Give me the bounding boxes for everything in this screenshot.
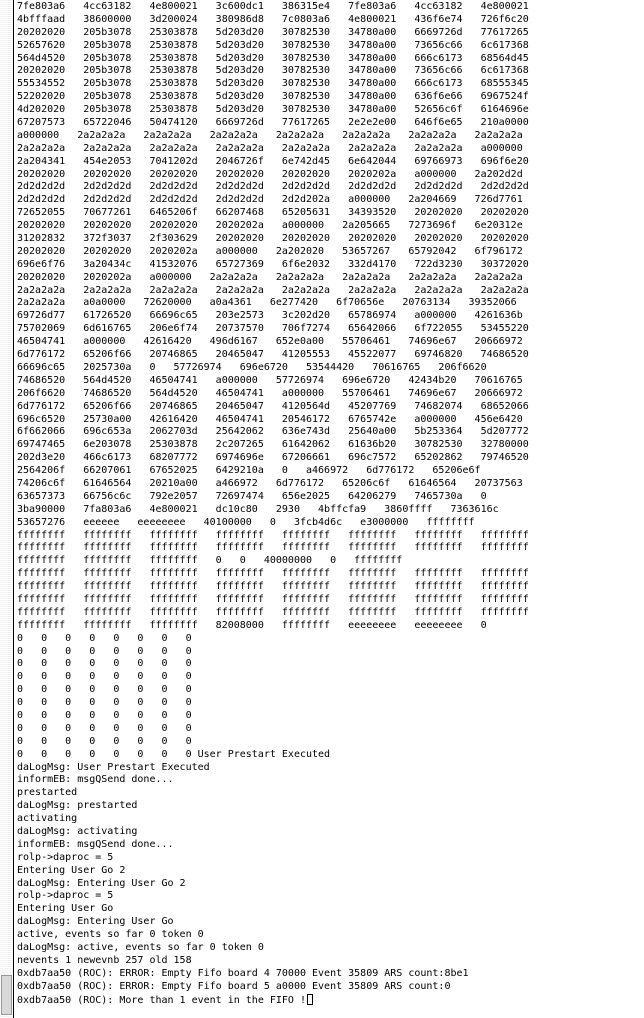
terminal-line-text: rolp->daproc = 5 — [17, 851, 114, 863]
terminal-line-text: 0 0 0 0 0 0 0 0 — [17, 632, 192, 644]
terminal-line-text: 52202020 205b3078 25303878 5d203d20 30782530 34780a00 636f6e66 6967524f — [17, 91, 529, 103]
terminal-line-text: 2d2d2d2d 2d2d2d2d 2d2d2d2d 2d2d2d2d 2d2d2d2d 2d2d2d2d 2d2d2d2d 2d2d2d2d — [17, 181, 529, 193]
terminal-line — [17, 762, 642, 775]
terminal-line-text: 0xdb7aa50 (ROC): ERROR: Empty Fifo board 4 70000 Event 35809 ARS count:8be1 — [17, 967, 469, 979]
terminal-line — [17, 749, 642, 762]
terminal-line-text: 6d776172 65206f66 20746865 20465047 41205553 45522077 69746820 74686520 — [17, 349, 529, 361]
terminal-output — [17, 1, 642, 1017]
terminal-line-text: 0 0 0 0 0 0 0 0 — [17, 684, 192, 696]
terminal-line-text: daLogMsg: prestarted — [17, 800, 138, 812]
terminal-line — [17, 233, 642, 246]
terminal-line-text: 0xdb7aa50 (ROC): More than 1 event in the FIFO ! — [17, 994, 306, 1006]
terminal-line-text: 63657373 66756c6c 792e2057 72697474 656e2025 64206279 7465730a 0 — [17, 490, 487, 502]
terminal-line — [17, 929, 642, 942]
terminal-line — [17, 955, 642, 968]
terminal-line-text: active, events so far 0 token 0 — [17, 929, 204, 941]
terminal-line — [17, 839, 642, 852]
terminal-line — [17, 865, 642, 878]
terminal-line — [17, 426, 642, 439]
terminal-line-text: 3ba90000 7fa803a6 4e800021 dc10c80 2930 4bffcfa9 3860ffff 7363616c — [17, 503, 499, 515]
terminal-line-text: 69747465 6e203078 25303878 2c207265 61642062 61636b20 30782530 32780000 — [17, 439, 529, 451]
terminal-line — [17, 272, 642, 285]
terminal-line-text: daLogMsg: activating — [17, 826, 138, 837]
terminal-line — [17, 207, 642, 220]
terminal-line — [17, 594, 642, 607]
terminal-line — [17, 671, 642, 684]
terminal-line-text: 0 0 0 0 0 0 0 0 — [17, 709, 192, 721]
terminal-line — [17, 40, 642, 53]
terminal-line-text: ffffffff ffffffff ffffffff 0 0 40000000 0 ffffffff — [17, 555, 403, 567]
terminal-line — [17, 517, 642, 530]
terminal-line — [17, 465, 642, 478]
terminal-line — [17, 310, 642, 323]
terminal-line-text: 75702069 6d616765 206e6f74 20737570 706f7274 65642066 6f722055 53455220 — [17, 323, 529, 335]
terminal-line — [17, 14, 642, 27]
terminal-line-text: 2564206f 66207061 67652025 6429210a 0 a466972 6d776172 65206e6f — [17, 465, 481, 477]
terminal-line-text: 55534552 205b3078 25303878 5d203d20 30782530 34780a00 666c6173 68555345 — [17, 78, 529, 90]
terminal-line-text: a000000 2a2a2a2a 2a2a2a2a 2a2a2a2a 2a2a2a2a 2a2a2a2a 2a2a2a2a 2a2a2a2a — [17, 129, 523, 141]
terminal-line-text: 0 0 0 0 0 0 0 0 — [17, 658, 192, 670]
terminal-line-text: 67207573 65722046 50474120 6669726d 77617265 2e2e2e00 646f6e65 210a0000 — [17, 117, 529, 129]
terminal-line-text: rolp->daproc = 5 — [17, 890, 114, 902]
terminal-line-text: 696c6520 25730a00 42616420 46504741 20546172 6765742e a000000 456e6420 — [17, 413, 523, 425]
terminal-line — [17, 774, 642, 787]
terminal-line-text: 6f662066 696c653a 2062703d 25642062 636e743d 25640a00 5b253364 5d207772 — [17, 426, 529, 438]
terminal-line-text: Entering User Go 2 — [17, 864, 126, 876]
terminal-line — [17, 181, 642, 194]
terminal-line — [17, 1, 642, 14]
terminal-line — [17, 800, 642, 813]
terminal-line-text: 20202020 205b3078 25303878 5d203d20 30782530 34780a00 73656c66 6c617368 — [17, 65, 529, 77]
terminal-line — [17, 555, 642, 568]
terminal-line — [17, 504, 642, 517]
terminal-line — [17, 156, 642, 169]
terminal-line-text: daLogMsg: Entering User Go 2 — [17, 877, 186, 889]
terminal-line-text: 0 0 0 0 0 0 0 0 — [17, 735, 192, 747]
terminal-line-text: nevents 1 newevnb 257 old 158 — [17, 954, 192, 966]
terminal-line — [17, 78, 642, 91]
terminal-line-text: 20202020 20202020 2020202a a000000 2a202020 53657267 65792042 6f796172 — [17, 245, 523, 257]
terminal-line — [17, 285, 642, 298]
terminal-line-text: ffffffff ffffffff ffffffff ffffffff ffffffff ffffffff ffffffff ffffffff — [17, 606, 529, 618]
terminal-line-text: 2a2a2a2a 2a2a2a2a 2a2a2a2a 2a2a2a2a 2a2a2a2a 2a2a2a2a 2a2a2a2a 2a2a2a2a — [17, 284, 529, 296]
terminal-line-text: 74686520 564d4520 46504741 a000000 57726974 696e6720 42434b20 70616765 — [17, 374, 523, 386]
terminal-line — [17, 942, 642, 955]
terminal-line — [17, 890, 642, 903]
terminal-line — [17, 27, 642, 40]
terminal-line-text: ffffffff ffffffff ffffffff ffffffff ffffffff ffffffff ffffffff ffffffff — [17, 542, 529, 554]
terminal-line — [17, 903, 642, 916]
terminal-line — [17, 852, 642, 865]
terminal-line-text: 72652055 70677261 6465206f 66207468 65205631 34393520 20202020 20202020 — [17, 207, 529, 219]
terminal-line-text: activating — [17, 813, 78, 825]
scrollbar-thumb[interactable] — [1, 975, 12, 1015]
terminal-line — [17, 452, 642, 465]
terminal-line-text: 0 0 0 0 0 0 0 0 — [17, 697, 192, 709]
terminal-line — [17, 323, 642, 336]
terminal-line-text: 206f6620 74686520 564d4520 46504741 a000000 55706461 74696e67 20666972 — [17, 387, 523, 399]
terminal-line — [17, 981, 642, 994]
terminal-line-text: 74206c6f 61646564 20210a00 a466972 6d776172 65206c6f 61646564 20737563 — [17, 477, 523, 489]
terminal-line — [17, 130, 642, 143]
terminal-line-text: informEB: msgQSend done... — [17, 774, 174, 786]
terminal-line-text: ffffffff ffffffff ffffffff ffffffff ffffffff ffffffff ffffffff ffffffff — [17, 593, 529, 605]
terminal-line-text: 202d3e20 466c6173 68207772 6974696e 67206661 696c7572 65202862 79746520 — [17, 452, 529, 464]
terminal-line-text: 31202832 372f3037 2f303629 20202020 20202020 20202020 20202020 20202020 — [17, 233, 529, 245]
terminal-line-text: daLogMsg: active, events so far 0 token 0 — [17, 942, 264, 954]
scrollbar-track[interactable] — [0, 0, 13, 1018]
terminal-line — [17, 620, 642, 633]
terminal-line-text: 4d202020 205b3078 25303878 5d203d20 30782530 34780a00 52656c6f 6164696e — [17, 104, 529, 116]
terminal-line — [17, 336, 642, 349]
terminal-line — [17, 968, 642, 981]
terminal-line-text: 20202020 20202020 20202020 20202020 20202020 2020202a a000000 2a202d2d — [17, 168, 523, 180]
terminal-line — [17, 297, 642, 310]
terminal-line — [17, 375, 642, 388]
terminal-line — [17, 826, 642, 839]
terminal-line-text: 2a204341 454e2053 7041202d 2046726f 6e742d45 6e642044 69766973 696f6e20 — [17, 155, 529, 167]
terminal-line-text: 20202020 205b3078 25303878 5d203d20 30782530 34780a00 6669726d 77617265 — [17, 26, 529, 38]
terminal-line-text: 69726d77 61726520 66696c65 203e2573 3c202d20 65786974 a000000 4261636b — [17, 310, 523, 322]
terminal-line — [17, 401, 642, 414]
terminal-line — [17, 878, 642, 891]
terminal-line — [17, 91, 642, 104]
terminal-line-text: 696e6f76 3a20434c 41532076 65727369 6f6e2032 332d4170 722d3230 30372020 — [17, 258, 529, 270]
terminal-line — [17, 581, 642, 594]
terminal-line — [17, 194, 642, 207]
terminal-line — [17, 362, 642, 375]
terminal-line — [17, 607, 642, 620]
terminal-line — [17, 684, 642, 697]
terminal-line-text: ffffffff ffffffff ffffffff 82008000 ffffffff eeeeeeee eeeeeeee 0 — [17, 619, 487, 631]
terminal-line-text: 4bfffaad 38600000 3d200024 380986d8 7c0803a6 4e800021 436f6e74 726f6c20 — [17, 13, 529, 25]
terminal-line-text: 53657276 eeeeee eeeeeeee 40100000 0 3fcb4d6c e3000000 ffffffff — [17, 516, 475, 528]
terminal-line-text: 52657620 205b3078 25303878 5d203d20 30782530 34780a00 73656c66 6c617368 — [17, 39, 529, 51]
text-cursor — [307, 994, 313, 1005]
terminal-line-text: 0xdb7aa50 (ROC): ERROR: Empty Fifo board 5 a0000 Event 35809 ARS count:0 — [17, 980, 451, 992]
terminal-line — [17, 259, 642, 272]
terminal-line — [17, 697, 642, 710]
terminal-line — [17, 65, 642, 78]
terminal-line-text: 0 0 0 0 0 0 0 0 — [17, 645, 192, 657]
terminal-line — [17, 658, 642, 671]
terminal-line — [17, 916, 642, 929]
terminal-line-text: prestarted — [17, 787, 78, 799]
terminal-line-text: 6d776172 65206f66 20746865 20465047 4120564d 45207769 74682074 68652066 — [17, 400, 529, 412]
terminal-line-text: Entering User Go — [17, 903, 114, 915]
terminal-line-text: 2a2a2a2a 2a2a2a2a 2a2a2a2a 2a2a2a2a 2a2a2a2a 2a2a2a2a 2a2a2a2a a000000 — [17, 142, 523, 154]
terminal-line — [17, 349, 642, 362]
terminal-line — [17, 491, 642, 504]
terminal-line — [17, 542, 642, 555]
terminal-line-text: 20202020 2020202a a000000 2a2a2a2a 2a2a2a2a 2a2a2a2a 2a2a2a2a 2a2a2a2a — [17, 271, 523, 283]
terminal-line — [17, 530, 642, 543]
terminal-line-text: 0 0 0 0 0 0 0 0 — [17, 722, 192, 734]
terminal-line — [17, 117, 642, 130]
terminal-line — [17, 813, 642, 826]
terminal-line — [17, 736, 642, 749]
terminal-line — [17, 633, 642, 646]
terminal-line-text: 2d2d2d2d 2d2d2d2d 2d2d2d2d 2d2d2d2d 2d2d202a a000000 2a204669 726d7761 — [17, 194, 523, 206]
scrollbar[interactable] — [0, 0, 14, 1018]
terminal-line-text: ffffffff ffffffff ffffffff ffffffff ffffffff ffffffff ffffffff ffffffff — [17, 529, 529, 541]
terminal-line — [17, 388, 642, 401]
terminal-line — [17, 710, 642, 723]
terminal-line-text: 0 0 0 0 0 0 0 0 — [17, 671, 192, 683]
terminal-line — [17, 53, 642, 66]
terminal-line-text: ffffffff ffffffff ffffffff ffffffff ffffffff ffffffff ffffffff ffffffff — [17, 568, 529, 580]
terminal-line — [17, 246, 642, 259]
terminal-line-text: daLogMsg: Entering User Go — [17, 916, 174, 928]
terminal-line — [17, 478, 642, 491]
terminal-line — [17, 220, 642, 233]
terminal-line-text: 0 0 0 0 0 0 0 0 User Prestart Executed — [17, 748, 331, 760]
terminal-line — [17, 568, 642, 581]
terminal-line — [17, 104, 642, 117]
terminal-line — [17, 143, 642, 156]
terminal-line-text: 20202020 20202020 20202020 2020202a a000000 2a205665 7273696f 6e20312e — [17, 220, 523, 232]
terminal-line — [17, 414, 642, 427]
terminal-line-text: 46504741 a000000 42616420 496d6167 652e0a00 55706461 74696e67 20666972 — [17, 336, 523, 348]
terminal-line — [17, 439, 642, 452]
terminal-line — [17, 646, 642, 659]
terminal-line-text: 2a2a2a2a a0a0000 72620000 a0a4361 6e277420 6f70656e 20763134 39352066 — [17, 297, 517, 309]
terminal-line-text: 564d4520 205b3078 25303878 5d203d20 30782530 34780a00 666c6173 68564d45 — [17, 52, 529, 64]
terminal-line — [17, 169, 642, 182]
terminal-line-text: 66696c65 2025730a 0 57726974 696e6720 53544420 70616765 206f6620 — [17, 361, 487, 373]
terminal-line — [17, 787, 642, 800]
terminal-line-text: ffffffff ffffffff ffffffff ffffffff ffffffff ffffffff ffffffff ffffffff — [17, 581, 529, 593]
terminal-line — [17, 723, 642, 736]
terminal-line-text: informEB: msgQSend done... — [17, 838, 174, 850]
terminal-line-text: 7fe803a6 4cc63182 4e800021 3c600dc1 386315e4 7fe803a6 4cc63182 4e800021 — [17, 1, 529, 12]
terminal-line — [17, 994, 642, 1007]
terminal-line-text: daLogMsg: User Prestart Executed — [17, 761, 210, 773]
